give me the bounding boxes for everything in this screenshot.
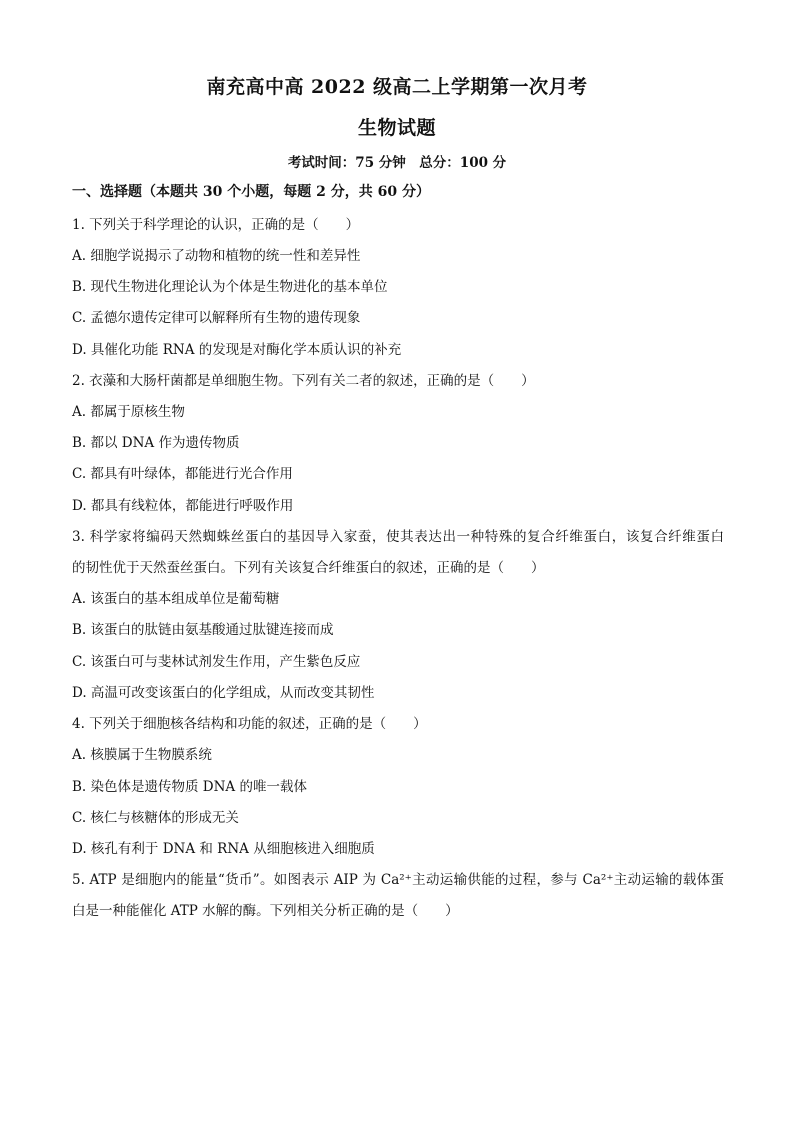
question-3-stem-line-2: 的韧性优于天然蚕丝蛋白。下列有关该复合纤维蛋白的叙述，正确的是（ ） [72,560,545,576]
question-3-option-b: B. 该蛋白的肽链由氨基酸通过肽键连接而成 [72,622,334,638]
question-3-option-d: D. 高温可改变该蛋白的化学组成，从而改变其韧性 [72,685,375,701]
question-5-stem-line-2: 白是一种能催化 ATP 水解的酶。下列相关分析正确的是（ ） [72,903,459,919]
question-3-option-c: C. 该蛋白可与斐林试剂发生作用，产生紫色反应 [72,654,361,670]
question-1-option-a: A. 细胞学说揭示了动物和植物的统一性和差异性 [72,248,361,264]
question-4-stem: 4. 下列关于细胞核各结构和功能的叙述，正确的是（ ） [72,716,427,732]
question-1-option-c: C. 孟德尔遗传定律可以解释所有生物的遗传现象 [72,310,361,326]
question-4-option-c: C. 核仁与核糖体的形成无关 [72,810,239,826]
question-4-option-b: B. 染色体是遗传物质 DNA 的唯一载体 [72,779,307,795]
question-2-option-b: B. 都以 DNA 作为遗传物质 [72,435,240,451]
subject-title: 生物试题 [357,117,436,139]
question-4-option-a: A. 核膜属于生物膜系统 [72,747,212,763]
section-heading: 一、选择题（本题共 30 个小题，每题 2 分，共 60 分） [72,184,430,200]
question-3-stem-line-1: 3. 科学家将编码天然蜘蛛丝蛋白的基因导入家蚕，使其表达出一种特殊的复合纤维蛋白，该复合纤维蛋白 [72,529,724,545]
question-4-option-d: D. 核孔有利于 DNA 和 RNA 从细胞核进入细胞质 [72,841,375,857]
question-2-option-a: A. 都属于原核生物 [72,404,185,420]
question-2-option-c: C. 都具有叶绿体，都能进行光合作用 [72,466,293,482]
question-5-stem-line-1: 5. ATP 是细胞内的能量“货币”。如图表示 AIP 为 Ca²⁺主动运输供能的过程，参与 Ca²⁺主动运输的载体蛋 [72,872,724,888]
question-2-stem: 2. 衣藻和大肠杆菌都是单细胞生物。下列有关二者的叙述，正确的是（ ） [72,373,535,389]
question-2-option-d: D. 都具有线粒体，都能进行呼吸作用 [72,498,294,514]
question-3-option-a: A. 该蛋白的基本组成单位是葡萄糖 [72,591,280,607]
exam-info: 考试时间：75 分钟 总分：100 分 [287,155,507,171]
question-1-option-b: B. 现代生物进化理论认为个体是生物进化的基本单位 [72,279,388,295]
question-1-option-d: D. 具催化功能 RNA 的发现是对酶化学本质认识的补充 [72,342,402,358]
question-1-stem: 1. 下列关于科学理论的认识，正确的是（ ） [72,217,360,233]
exam-title: 南充高中高 2022 级高二上学期第一次月考 [206,76,588,98]
